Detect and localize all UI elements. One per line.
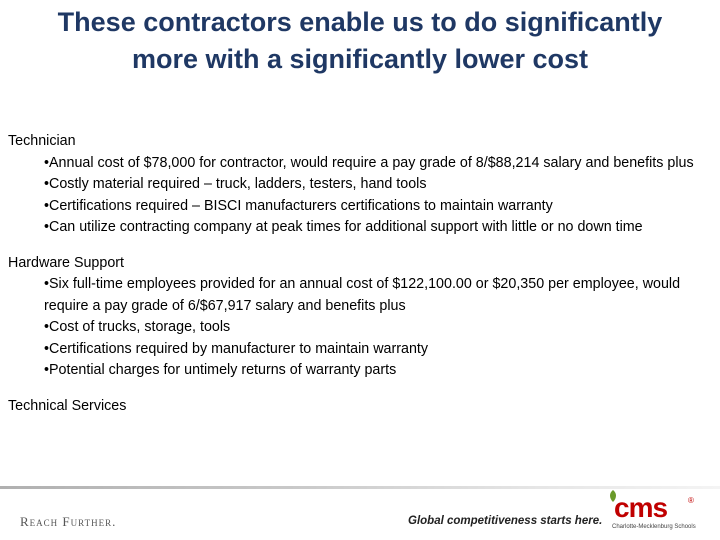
section-heading: Technician [8,133,76,149]
logo-text: cms [614,492,668,523]
bullet-item [44,317,714,339]
cms-logo [612,490,708,534]
slide-title: These contractors enable us to do significantly more with a significantly lower cost [57,7,663,74]
bullet-list [8,274,714,382]
bullet-item [44,174,714,196]
section-hardware-support [8,253,714,382]
bullet-item [44,153,714,175]
bullet-text: Can utilize contracting company at peak times for additional support with little or no down time [49,219,643,235]
section-technician [8,131,714,239]
bullet-item [44,339,714,361]
bullet-item [44,274,714,317]
bullet-text: Cost of trucks, storage, tools [49,319,231,335]
bullet-text: Certifications required by manufacturer to maintain warranty [49,340,429,357]
footer-tagline: Global competitiveness starts here. [408,515,603,527]
bullet-item [44,196,714,218]
footer-slogan: Reach Further. [20,514,117,529]
section-technical-services [8,396,714,418]
bullet-item [44,217,714,239]
footer-divider [0,486,720,489]
bullet-item [44,360,714,382]
registered-mark: ® [688,496,694,505]
bullet-text: Annual cost of $78,000 for contractor, would require a pay grade of 8/$88,214 salary and benefits plus [49,154,694,171]
section-heading: Technical Services [8,397,127,414]
bullet-text: Certifications required – BISCI manufacturers certifications to maintain warranty [49,197,553,214]
bullet-text: Costly material required – truck, ladders, testers, hand tools [49,176,427,192]
section-heading: Hardware Support [8,254,125,271]
logo-subtext: Charlotte-Mecklenburg Schools [612,524,696,530]
bullet-list [8,153,714,239]
slide-body [8,131,714,431]
bullet-text: Potential charges for untimely returns of warranty parts [49,362,397,378]
bullet-text: Six full-time employees provided for an annual cost of $122,100.00 or $20,350 per employee, would require a pay grade of 6/$67,917 salary and benefits plus [44,276,681,314]
